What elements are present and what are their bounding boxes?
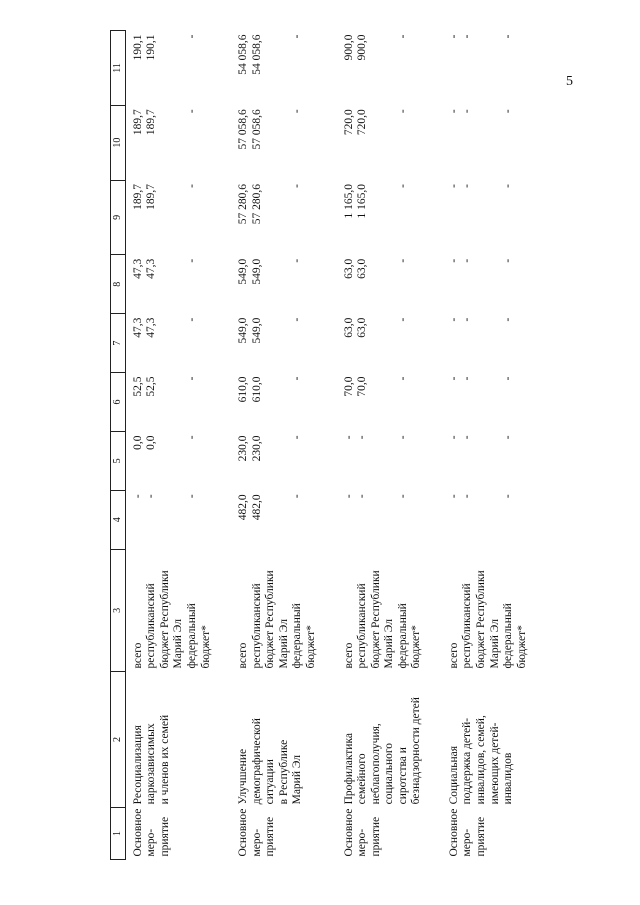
value-text: 610,0 (237, 376, 250, 403)
value-text: - (342, 435, 355, 440)
funding-source-text: республиканский (356, 583, 369, 669)
value-text (370, 494, 384, 546)
event-type-text: меро- (250, 828, 263, 857)
value-text (383, 435, 397, 487)
event-type-text: меро- (145, 828, 158, 857)
value-text (159, 35, 173, 103)
value-cell (442, 431, 547, 490)
funding-source-text: республиканский (461, 583, 474, 669)
value-text (383, 318, 397, 370)
value-text: 63,0 (342, 317, 355, 338)
value-text: 47,3 (131, 258, 144, 279)
value-text: - (396, 376, 409, 381)
event-name-cell (442, 672, 547, 808)
value-text (475, 109, 489, 177)
value-text: - (461, 435, 474, 440)
value-text (172, 494, 186, 546)
value-cell (125, 180, 231, 255)
value-text: - (186, 435, 199, 440)
value-text: - (291, 494, 304, 499)
value-text: 1 165,0 (342, 184, 355, 219)
value-text: - (396, 258, 409, 263)
value-text: 47,3 (145, 258, 158, 279)
rotated-table-container (110, 30, 530, 860)
value-text (383, 35, 397, 103)
value-text: - (186, 109, 199, 114)
value-text: 47,3 (145, 317, 158, 338)
value-text (489, 435, 503, 487)
event-name-text: инвалидов (502, 752, 515, 805)
value-text: 0,0 (145, 435, 158, 450)
rotated-table (110, 30, 530, 860)
value-text (278, 435, 292, 487)
event-type-cell (442, 807, 547, 859)
value-text: 63,0 (356, 317, 369, 338)
value-text: 720,0 (356, 109, 369, 136)
event-type-text: Основное (131, 808, 144, 857)
funding-source-text: республиканский (145, 583, 158, 669)
value-cell (231, 31, 336, 106)
value-text (489, 109, 503, 177)
event-name-text: демографической (250, 718, 263, 805)
value-text: 70,0 (356, 376, 369, 397)
event-name-text: Профилактика (342, 733, 355, 805)
value-text: - (447, 317, 460, 322)
value-text: - (356, 435, 369, 440)
value-cell (337, 180, 442, 255)
funding-source-text: бюджет* (304, 625, 317, 669)
value-text (475, 494, 489, 546)
value-cell (337, 255, 442, 314)
event-name-text: в Республике (277, 739, 290, 805)
value-text: - (186, 494, 199, 499)
value-cell (231, 180, 336, 255)
value-text: 54 058,6 (250, 34, 263, 75)
value-text: - (186, 34, 199, 39)
value-text (264, 184, 278, 252)
value-text: - (291, 34, 304, 39)
table-row (442, 31, 547, 860)
event-name-cell (231, 672, 336, 808)
value-text: 0,0 (131, 435, 144, 450)
value-text (475, 377, 489, 429)
value-text (370, 184, 384, 252)
value-text: - (502, 184, 515, 188)
value-text: - (186, 376, 199, 381)
value-text: - (502, 317, 515, 322)
value-text: - (461, 376, 474, 381)
value-text: 190,1 (145, 34, 158, 61)
value-text: 549,0 (237, 317, 250, 344)
value-cell (337, 105, 442, 180)
value-text: - (461, 317, 474, 322)
funding-source-text: бюджет Республики (158, 570, 171, 669)
value-text: 70,0 (342, 376, 355, 397)
value-text: 482,0 (237, 494, 250, 521)
value-cell (442, 314, 547, 373)
value-text: - (131, 494, 144, 499)
event-type-text: приятие (369, 816, 382, 857)
value-cell (125, 255, 231, 314)
value-text: - (291, 317, 304, 322)
value-text (264, 435, 278, 487)
value-text: 57 058,6 (250, 109, 263, 150)
event-name-text: Социальная (447, 745, 460, 805)
value-text: - (502, 34, 515, 39)
value-text (475, 184, 489, 252)
funding-source-text: всего (342, 642, 355, 669)
column-header: 3 (111, 549, 126, 671)
value-text (475, 318, 489, 370)
value-text (370, 109, 384, 177)
value-text (278, 35, 292, 103)
value-text (278, 184, 292, 252)
value-text: - (396, 184, 409, 188)
value-text: 549,0 (237, 258, 250, 285)
value-text: 1 165,0 (356, 184, 369, 219)
value-text: - (461, 494, 474, 499)
value-text (383, 494, 397, 546)
value-cell (231, 431, 336, 490)
value-text: - (396, 34, 409, 39)
event-name-text: имеющих детей- (488, 722, 501, 805)
value-text: - (461, 258, 474, 263)
value-cell (231, 255, 336, 314)
value-text: 230,0 (250, 435, 263, 462)
value-text (172, 184, 186, 252)
table-row (125, 31, 231, 860)
value-text (159, 109, 173, 177)
value-text (264, 109, 278, 177)
value-cell (337, 31, 442, 106)
funding-source-text: бюджет* (515, 625, 528, 669)
event-name-text: и членов их семей (158, 714, 171, 805)
value-text: 189,7 (145, 109, 158, 136)
value-text: - (502, 376, 515, 381)
value-text (489, 494, 503, 546)
value-text: - (186, 317, 199, 322)
event-type-text: приятие (158, 816, 171, 857)
column-header: 11 (111, 31, 126, 106)
column-header: 8 (111, 255, 126, 314)
value-text: - (447, 494, 460, 499)
value-text (278, 494, 292, 546)
value-cell (125, 490, 231, 549)
value-text (264, 35, 278, 103)
value-text (264, 494, 278, 546)
value-text (172, 377, 186, 429)
value-cell (442, 105, 547, 180)
value-cell (125, 314, 231, 373)
column-header: 6 (111, 373, 126, 432)
value-text (159, 184, 173, 252)
value-cell (442, 31, 547, 106)
event-type-text: Основное (447, 808, 460, 857)
value-text: - (447, 34, 460, 39)
value-text: - (356, 494, 369, 499)
value-text: 549,0 (250, 317, 263, 344)
event-type-text: Основное (237, 808, 250, 857)
value-text: 57 280,6 (250, 184, 263, 225)
value-text: 900,0 (356, 34, 369, 61)
value-text: 720,0 (342, 109, 355, 136)
funding-source-text: федеральный (291, 603, 304, 669)
value-cell (442, 373, 547, 432)
funding-source-cell (125, 549, 231, 671)
value-text: - (502, 435, 515, 440)
value-cell (337, 490, 442, 549)
value-text: - (461, 109, 474, 114)
event-name-text: инвалидов, семей, (475, 715, 488, 805)
value-text: - (447, 184, 460, 188)
value-text (172, 109, 186, 177)
funding-source-text: федеральный (502, 603, 515, 669)
value-text: 63,0 (356, 258, 369, 279)
funding-source-cell (337, 549, 442, 671)
value-text (489, 377, 503, 429)
value-text (370, 377, 384, 429)
event-type-text: приятие (264, 816, 277, 857)
table-row (337, 31, 442, 860)
event-name-text: Марий Эл (291, 754, 304, 805)
value-text: 63,0 (342, 258, 355, 279)
funding-source-text: Марий Эл (172, 619, 185, 669)
event-name-text: неблагополучия, (369, 723, 382, 805)
value-text (370, 318, 384, 370)
column-header: 9 (111, 180, 126, 255)
funding-source-text: федеральный (396, 603, 409, 669)
value-text: - (342, 494, 355, 499)
value-text: 549,0 (250, 258, 263, 285)
event-name-text: Ресоциализация (131, 725, 144, 805)
funding-source-text: Марий Эл (488, 619, 501, 669)
value-text: - (447, 435, 460, 440)
column-header: 5 (111, 431, 126, 490)
value-text (383, 259, 397, 311)
value-text: - (396, 435, 409, 440)
value-text: 189,7 (145, 184, 158, 210)
funding-source-text: бюджет Республики (264, 570, 277, 669)
funding-source-text: всего (237, 642, 250, 669)
value-text (172, 259, 186, 311)
funding-source-text: Марий Эл (383, 619, 396, 669)
value-text (278, 259, 292, 311)
event-type-text: приятие (475, 816, 488, 857)
column-header: 4 (111, 490, 126, 549)
funding-source-text: всего (131, 642, 144, 669)
value-text: - (186, 258, 199, 263)
funding-source-text: Марий Эл (277, 619, 290, 669)
value-text (489, 184, 503, 252)
value-text: - (291, 376, 304, 381)
funding-source-text: бюджет Республики (475, 570, 488, 669)
event-type-cell (125, 807, 231, 859)
value-text: 57 280,6 (237, 184, 250, 225)
value-text: - (447, 376, 460, 381)
value-cell (337, 431, 442, 490)
value-text: 610,0 (250, 376, 263, 403)
value-cell (125, 105, 231, 180)
value-cell (231, 373, 336, 432)
value-text: 47,3 (131, 317, 144, 338)
value-text (159, 494, 173, 546)
value-text: - (461, 34, 474, 39)
event-name-cell (337, 672, 442, 808)
column-header: 7 (111, 314, 126, 373)
event-name-text: социального (383, 742, 396, 805)
value-text (475, 259, 489, 311)
value-text: 189,7 (131, 109, 144, 136)
value-text: - (461, 184, 474, 188)
event-name-text: ситуации (264, 759, 277, 805)
value-text: 190,1 (131, 34, 144, 61)
value-text (489, 259, 503, 311)
funding-source-text: всего (447, 642, 460, 669)
value-text: - (291, 184, 304, 188)
value-text: - (502, 494, 515, 499)
value-text: - (396, 494, 409, 499)
event-type-text: Основное (342, 808, 355, 857)
value-text (383, 109, 397, 177)
value-text: - (502, 258, 515, 263)
value-text: - (502, 109, 515, 114)
event-name-cell (125, 672, 231, 808)
value-text: - (447, 258, 460, 263)
program-budget-table (110, 30, 547, 860)
value-cell (231, 490, 336, 549)
funding-source-cell (442, 549, 547, 671)
event-name-text: поддержка детей- (461, 717, 474, 805)
value-text: 482,0 (250, 494, 263, 521)
event-name-text: безнадзорности детей (410, 697, 423, 805)
value-text: 57 058,6 (237, 109, 250, 150)
event-type-text: меро- (461, 828, 474, 857)
event-name-text: наркозависимых (145, 723, 158, 805)
value-text (159, 377, 173, 429)
funding-source-text: бюджет* (410, 625, 423, 669)
value-cell (125, 373, 231, 432)
value-text (370, 259, 384, 311)
value-text: - (396, 317, 409, 322)
value-text (278, 318, 292, 370)
event-name-text: сиротства и (396, 747, 409, 805)
value-text: - (291, 258, 304, 263)
funding-source-text: бюджет* (199, 625, 212, 669)
value-cell (231, 105, 336, 180)
value-cell (125, 431, 231, 490)
table-row (231, 31, 336, 860)
column-header: 1 (111, 807, 126, 859)
value-text (159, 435, 173, 487)
column-header: 10 (111, 105, 126, 180)
value-cell (231, 314, 336, 373)
value-text: 54 058,6 (237, 34, 250, 75)
value-text: - (145, 494, 158, 499)
event-type-cell (337, 807, 442, 859)
value-text (278, 109, 292, 177)
value-text: 52,5 (145, 376, 158, 397)
value-cell (442, 180, 547, 255)
funding-source-text: бюджет Республики (369, 570, 382, 669)
value-text: - (291, 435, 304, 440)
value-text (278, 377, 292, 429)
value-text: 900,0 (342, 34, 355, 61)
value-text: - (396, 109, 409, 114)
value-cell (337, 314, 442, 373)
event-type-text: меро- (356, 828, 369, 857)
event-name-text: семейного (356, 753, 369, 805)
value-text (172, 435, 186, 487)
value-text: 52,5 (131, 376, 144, 397)
value-text (159, 318, 173, 370)
event-name-text: Улучшение (237, 748, 250, 805)
value-text (489, 318, 503, 370)
value-text: - (291, 109, 304, 114)
value-text (172, 35, 186, 103)
value-text: 230,0 (237, 435, 250, 462)
value-text (264, 259, 278, 311)
value-text (370, 35, 384, 103)
value-cell (442, 490, 547, 549)
value-text (159, 259, 173, 311)
value-cell (442, 255, 547, 314)
value-text (264, 377, 278, 429)
value-text (264, 318, 278, 370)
funding-source-cell (231, 549, 336, 671)
page-number: 5 (566, 74, 573, 89)
column-header: 2 (111, 672, 126, 808)
funding-source-text: федеральный (186, 603, 199, 669)
header-row (111, 31, 126, 860)
value-text (383, 377, 397, 429)
value-text (370, 435, 384, 487)
value-cell (125, 31, 231, 106)
value-text: 189,7 (131, 184, 144, 210)
value-text (172, 318, 186, 370)
value-text (489, 35, 503, 103)
value-text (383, 184, 397, 252)
value-text (475, 435, 489, 487)
value-text (475, 35, 489, 103)
value-cell (337, 373, 442, 432)
value-text: - (186, 184, 199, 188)
funding-source-text: республиканский (250, 583, 263, 669)
event-type-cell (231, 807, 336, 859)
value-text: - (447, 109, 460, 114)
